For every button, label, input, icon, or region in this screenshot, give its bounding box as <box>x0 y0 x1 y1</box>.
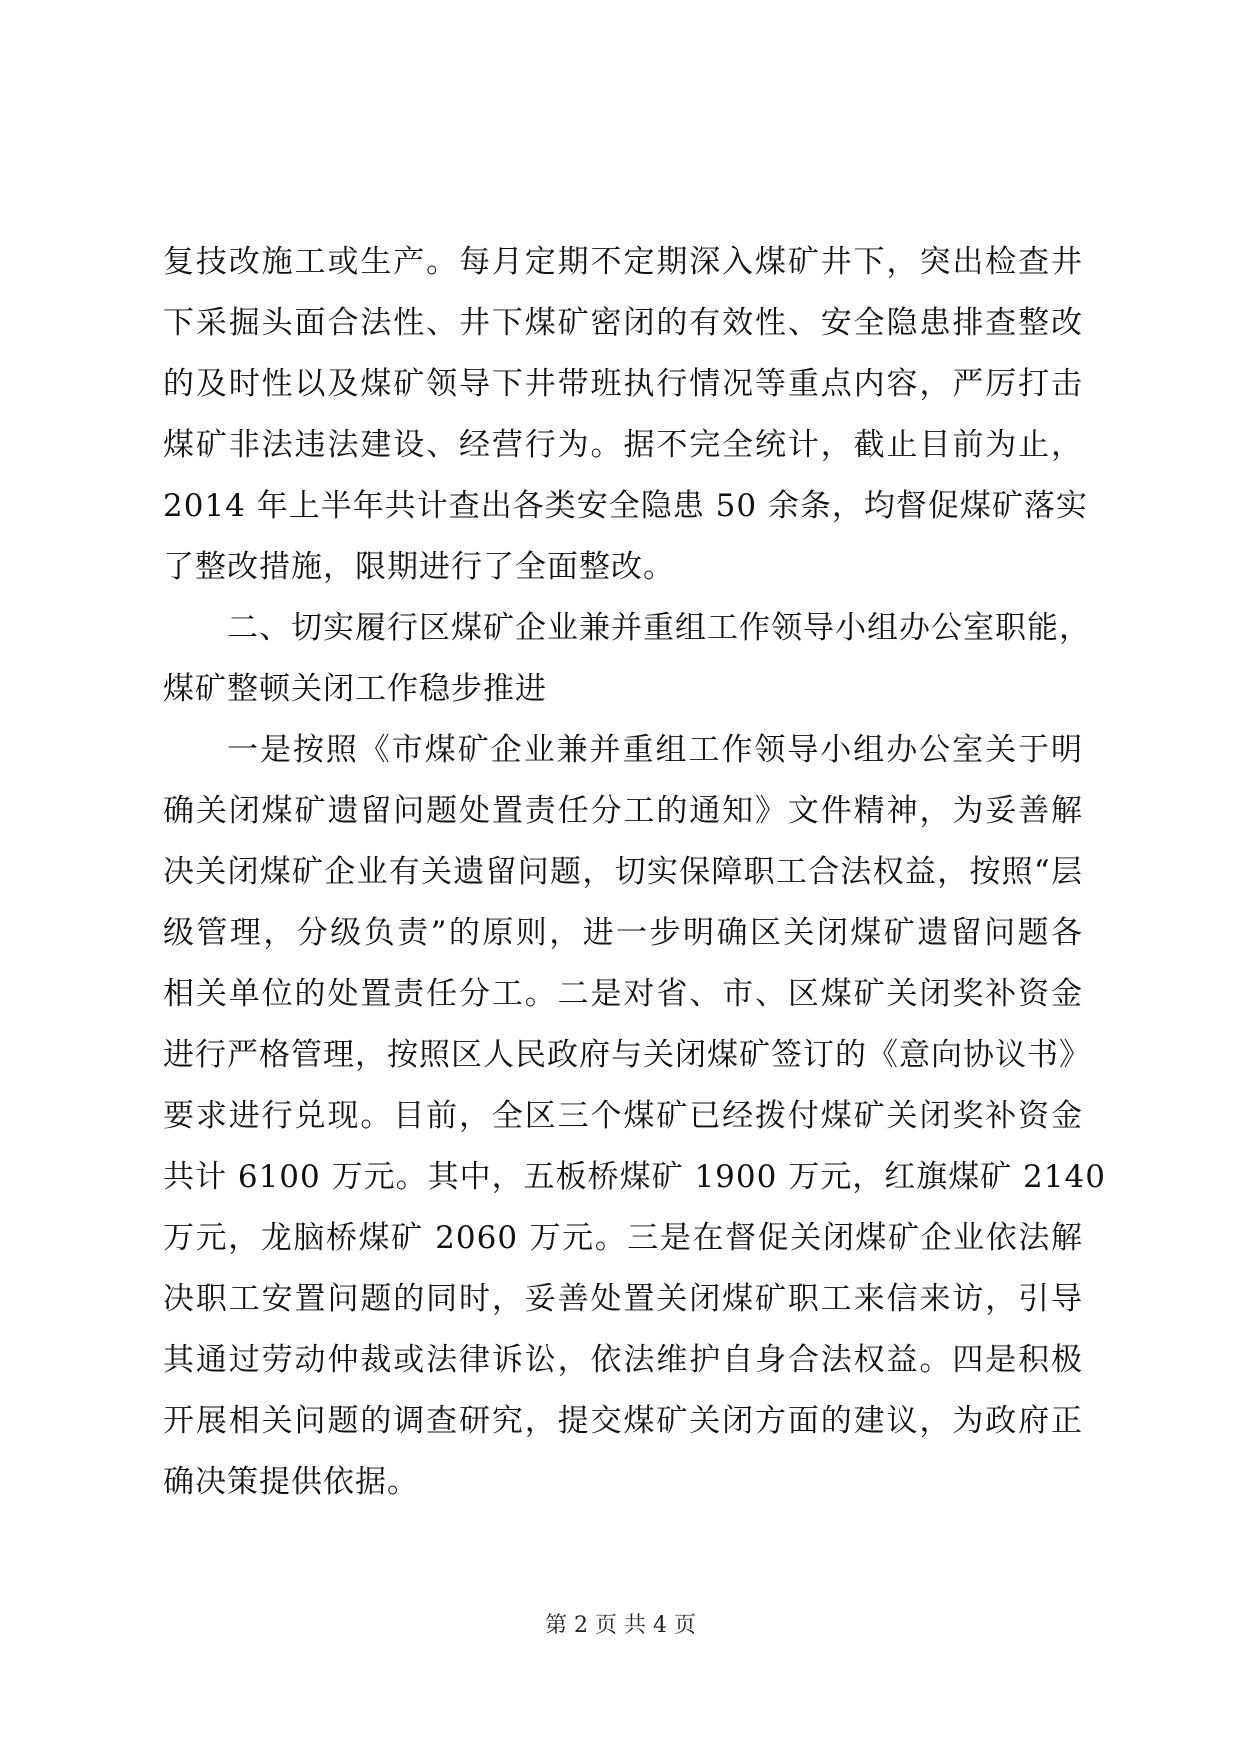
text-line: 2014 年上半年共计查出各类安全隐患 50 余条，均督促煤矿落实 <box>163 488 1088 524</box>
text-line: 了整改措施，限期进行了全面整改。 <box>163 549 675 585</box>
text-line: 决关闭煤矿企业有关遗留问题，切实保障职工合法权益，按照“层 <box>163 854 1083 890</box>
text-line: 下采掘头面合法性、井下煤矿密闭的有效性、安全隐患排查整改 <box>163 305 1083 341</box>
text-line: 开展相关问题的调查研究，提交煤矿关闭方面的建议，为政府正 <box>163 1403 1083 1439</box>
section-heading-line: 二、切实履行区煤矿企业兼并重组工作领导小组办公室职能， <box>227 610 1091 646</box>
text-line: 的及时性以及煤矿领导下井带班执行情况等重点内容，严厉打击 <box>163 366 1083 402</box>
text-line: 决职工安置问题的同时，妥善处置关闭煤矿职工来信来访，引导 <box>163 1281 1083 1317</box>
text-line: 万元，龙脑桥煤矿 2060 万元。三是在督促关闭煤矿企业依法解 <box>163 1220 1083 1256</box>
section-heading-line: 煤矿整顿关闭工作稳步推进 <box>163 671 547 707</box>
text-line: 其通过劳动仲裁或法律诉讼，依法维护自身合法权益。四是积极 <box>163 1342 1083 1378</box>
text-line: 复技改施工或生产。每月定期不定期深入煤矿井下，突出检查井 <box>163 244 1083 280</box>
text-line: 一是按照《市煤矿企业兼并重组工作领导小组办公室关于明 <box>227 732 1083 768</box>
text-line: 共计 6100 万元。其中，五板桥煤矿 1900 万元，红旗煤矿 2140 <box>163 1159 1106 1195</box>
text-line: 要求进行兑现。目前，全区三个煤矿已经拨付煤矿关闭奖补资金 <box>163 1098 1083 1134</box>
text-line: 确关闭煤矿遗留问题处置责任分工的通知》文件精神，为妥善解 <box>163 793 1083 829</box>
text-line: 确决策提供依据。 <box>163 1464 419 1500</box>
text-line: 进行严格管理，按照区人民政府与关闭煤矿签订的《意向协议书》 <box>163 1037 1091 1073</box>
text-line: 煤矿非法违法建设、经营行为。据不完全统计，截止目前为止， <box>163 427 1083 463</box>
page-number-footer: 第 2 页 共 4 页 <box>545 1613 696 1638</box>
text-line: 级管理，分级负责”的原则，进一步明确区关闭煤矿遗留问题各 <box>163 915 1083 951</box>
text-line: 相关单位的处置责任分工。二是对省、市、区煤矿关闭奖补资金 <box>163 976 1083 1012</box>
document-body <box>163 232 1106 1513</box>
